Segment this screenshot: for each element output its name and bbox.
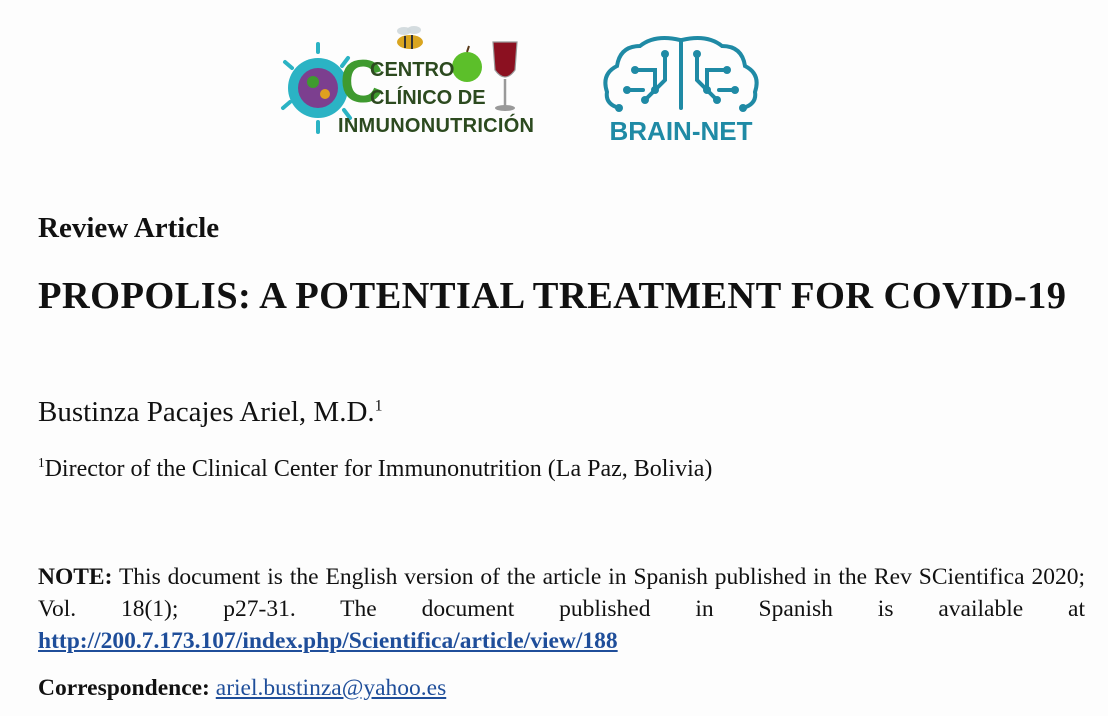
bee-icon [397,26,423,49]
note-text: This document is the English version of the article in Spanish published in the Rev SCientifica 2020; Vol. 18(1); p27-31. The document published in Spanish is available at [38,564,1085,622]
spanish-article-link[interactable]: http://200.7.173.107/index.php/Scientifica/article/view/188 [38,628,618,654]
affiliation-text: Director of the Clinical Center for Immunonutrition (La Paz, Bolivia) [44,456,713,482]
affiliation-superscript: 1 [38,455,45,470]
author-superscript: 1 [374,397,383,415]
logo-row [0,0,1108,160]
cci-line3: INMUNONUTRICIÓN [338,115,534,137]
wine-glass-icon [493,42,517,111]
brain-net-logo [585,30,777,146]
brain-network-icon [605,38,756,108]
affiliation-line [38,456,712,483]
cci-line1: CENTRO [370,59,455,81]
article-type: Review Article [38,212,220,244]
apple-icon [452,46,482,82]
correspondence-line [38,675,446,702]
correspondence-label: Correspondence: [38,675,210,701]
note-label: NOTE: [38,564,113,590]
author-name: Bustinza Pacajes Ariel, M.D. [38,396,375,428]
svg-text:C: C [340,48,384,115]
cci-line2: CLÍNICO DE [370,87,486,109]
correspondence-email-link[interactable]: ariel.bustinza@yahoo.es [215,675,447,701]
centro-clinico-logo [280,22,540,144]
article-title: PROPOLIS: A POTENTIAL TREATMENT FOR COVID-19 [38,275,1067,317]
brain-net-label: BRAIN-NET [609,116,753,146]
author-line [38,396,383,429]
note-paragraph [38,561,1085,657]
